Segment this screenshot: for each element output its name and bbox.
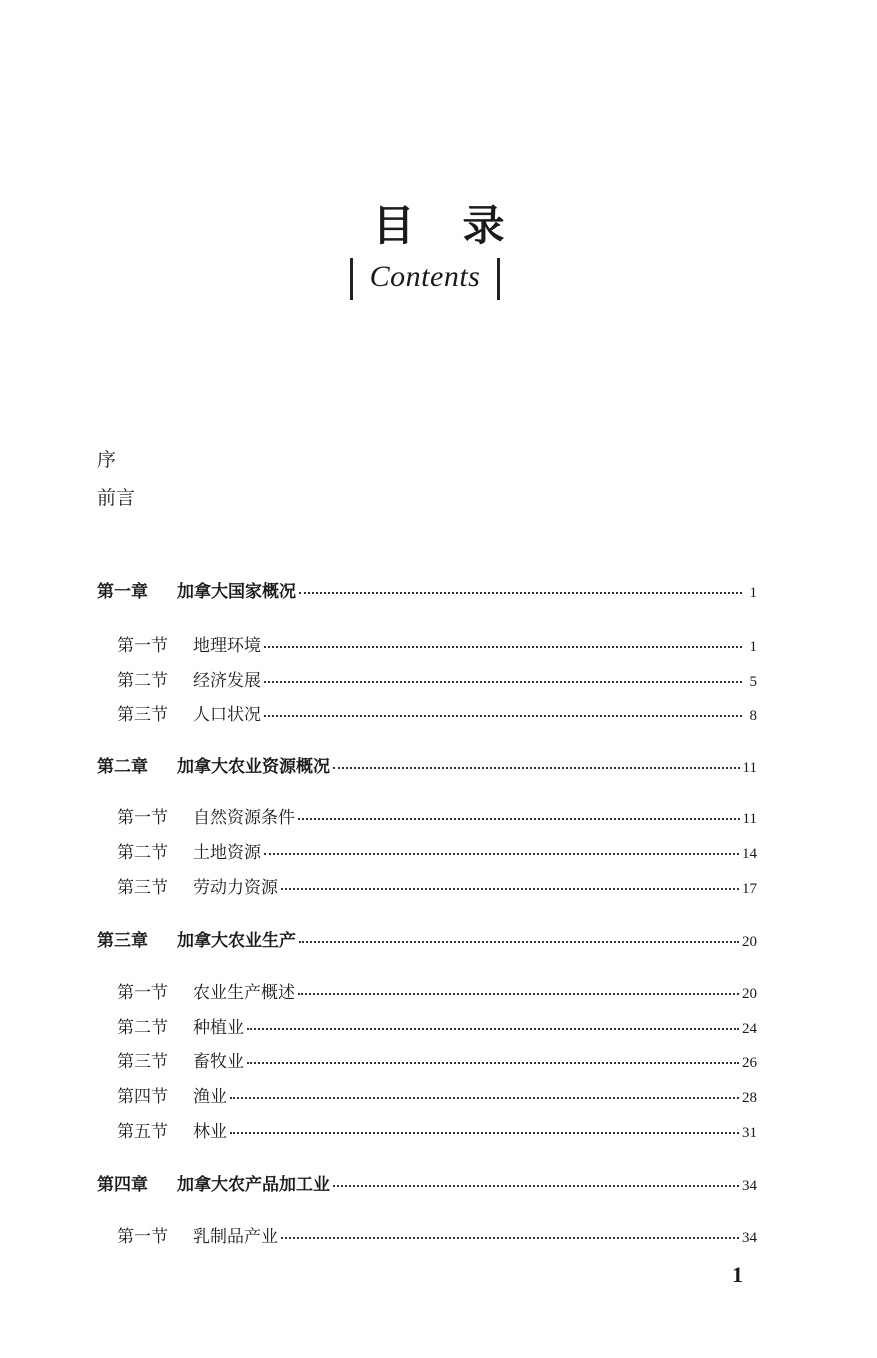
- toc-entry-number: 第二节: [117, 1018, 168, 1038]
- dot-leader: [264, 629, 742, 648]
- dot-leader: [298, 801, 740, 820]
- toc-entry-page: 14: [742, 846, 757, 862]
- toc-entry-title: 加拿大农业生产: [177, 931, 296, 951]
- toc-section-entry[interactable]: [117, 873, 757, 898]
- toc-entry-title: 渔业: [193, 1087, 227, 1107]
- toc-chapter-entry[interactable]: [97, 1170, 757, 1195]
- toc-entry-title: 畜牧业: [193, 1052, 244, 1072]
- dot-leader: [299, 924, 739, 943]
- toc-entry-title: 自然资源条件: [193, 808, 295, 828]
- toc-entry-page: 8: [749, 708, 757, 724]
- dot-leader: [230, 1115, 739, 1134]
- toc-entry-page: 26: [742, 1055, 757, 1071]
- page-number: 1: [732, 1262, 743, 1287]
- toc-entry-page: 1: [749, 585, 757, 601]
- front-matter-preface[interactable]: 序: [97, 449, 117, 471]
- toc-entry-title: 人口状况: [193, 705, 261, 725]
- toc-section-entry[interactable]: [117, 631, 757, 656]
- toc-entry-title: 乳制品产业: [193, 1227, 278, 1247]
- dot-leader: [264, 664, 742, 683]
- toc-entry-title: 地理环境: [193, 636, 261, 656]
- toc-entry-number: 第二节: [117, 843, 168, 863]
- toc-entry-number: 第一节: [117, 983, 168, 1003]
- toc-entry-page: 5: [749, 674, 757, 690]
- front-matter-foreword[interactable]: 前言: [97, 487, 136, 509]
- toc-entry-title: 加拿大农业资源概况: [177, 757, 330, 777]
- toc-entry-number: 第三节: [117, 705, 168, 725]
- toc-entry-page: 17: [742, 881, 757, 897]
- dot-leader: [264, 836, 739, 855]
- toc-entry-title: 土地资源: [193, 843, 261, 863]
- toc-entry-page: 34: [742, 1230, 757, 1246]
- toc-entry-title: 经济发展: [193, 671, 261, 691]
- toc-section-entry[interactable]: [117, 1222, 757, 1247]
- dot-leader: [281, 871, 739, 890]
- dot-leader: [281, 1220, 739, 1239]
- toc-entry-page: 11: [742, 760, 757, 776]
- toc-entry-number: 第二节: [117, 671, 168, 691]
- toc-entry-title: 加拿大国家概况: [177, 582, 296, 602]
- dot-leader: [247, 1045, 739, 1064]
- toc-chapter-entry[interactable]: [97, 577, 757, 602]
- dot-leader: [247, 1011, 739, 1030]
- toc-entry-page: 1: [749, 639, 757, 655]
- toc-entry-number: 第二章: [97, 757, 148, 777]
- toc-entry-number: 第三章: [97, 931, 148, 951]
- toc-entry-page: 20: [742, 986, 757, 1002]
- toc-entry-page: 20: [742, 934, 757, 950]
- toc-section-entry[interactable]: [117, 666, 757, 691]
- toc-section-entry[interactable]: [117, 700, 757, 725]
- toc-entry-title: 加拿大农产品加工业: [177, 1175, 330, 1195]
- toc-entry-title: 农业生产概述: [193, 983, 295, 1003]
- toc-entry-number: 第一节: [117, 636, 168, 656]
- toc-entry-page: 31: [742, 1125, 757, 1141]
- toc-entry-number: 第四节: [117, 1087, 168, 1107]
- dot-leader: [264, 698, 742, 717]
- toc-chapter-entry[interactable]: [97, 926, 757, 951]
- left-bracket-bar: [350, 258, 353, 300]
- contents-banner: [350, 258, 500, 302]
- toc-entry-title: 林业: [193, 1122, 227, 1142]
- toc-entry-number: 第一节: [117, 808, 168, 828]
- toc-entry-page: 34: [742, 1178, 757, 1194]
- toc-entry-number: 第一章: [97, 582, 148, 602]
- dot-leader: [333, 1168, 739, 1187]
- toc-section-entry[interactable]: [117, 1047, 757, 1072]
- dot-leader: [230, 1080, 739, 1099]
- toc-entry-title: 劳动力资源: [193, 878, 278, 898]
- right-bracket-bar: [497, 258, 500, 300]
- toc-section-entry[interactable]: [117, 1013, 757, 1038]
- toc-section-entry[interactable]: [117, 838, 757, 863]
- toc-entry-number: 第一节: [117, 1227, 168, 1247]
- toc-entry-page: 24: [742, 1021, 757, 1037]
- toc-section-entry[interactable]: [117, 1082, 757, 1107]
- toc-entry-title: 种植业: [193, 1018, 244, 1038]
- contents-subtitle: Contents: [369, 260, 481, 293]
- dot-leader: [298, 976, 739, 995]
- toc-entry-number: 第五节: [117, 1122, 168, 1142]
- toc-entry-number: 第三节: [117, 1052, 168, 1072]
- toc-entry-number: 第三节: [117, 878, 168, 898]
- toc-entry-page: 11: [742, 811, 757, 827]
- dot-leader: [333, 750, 740, 769]
- dot-leader: [299, 575, 742, 594]
- toc-entry-page: 28: [742, 1090, 757, 1106]
- page-title: 目录: [372, 201, 553, 250]
- toc-entry-number: 第四章: [97, 1175, 148, 1195]
- toc-section-entry[interactable]: [117, 1117, 757, 1142]
- toc-section-entry[interactable]: [117, 978, 757, 1003]
- toc-chapter-entry[interactable]: [97, 752, 757, 777]
- toc-section-entry[interactable]: [117, 803, 757, 828]
